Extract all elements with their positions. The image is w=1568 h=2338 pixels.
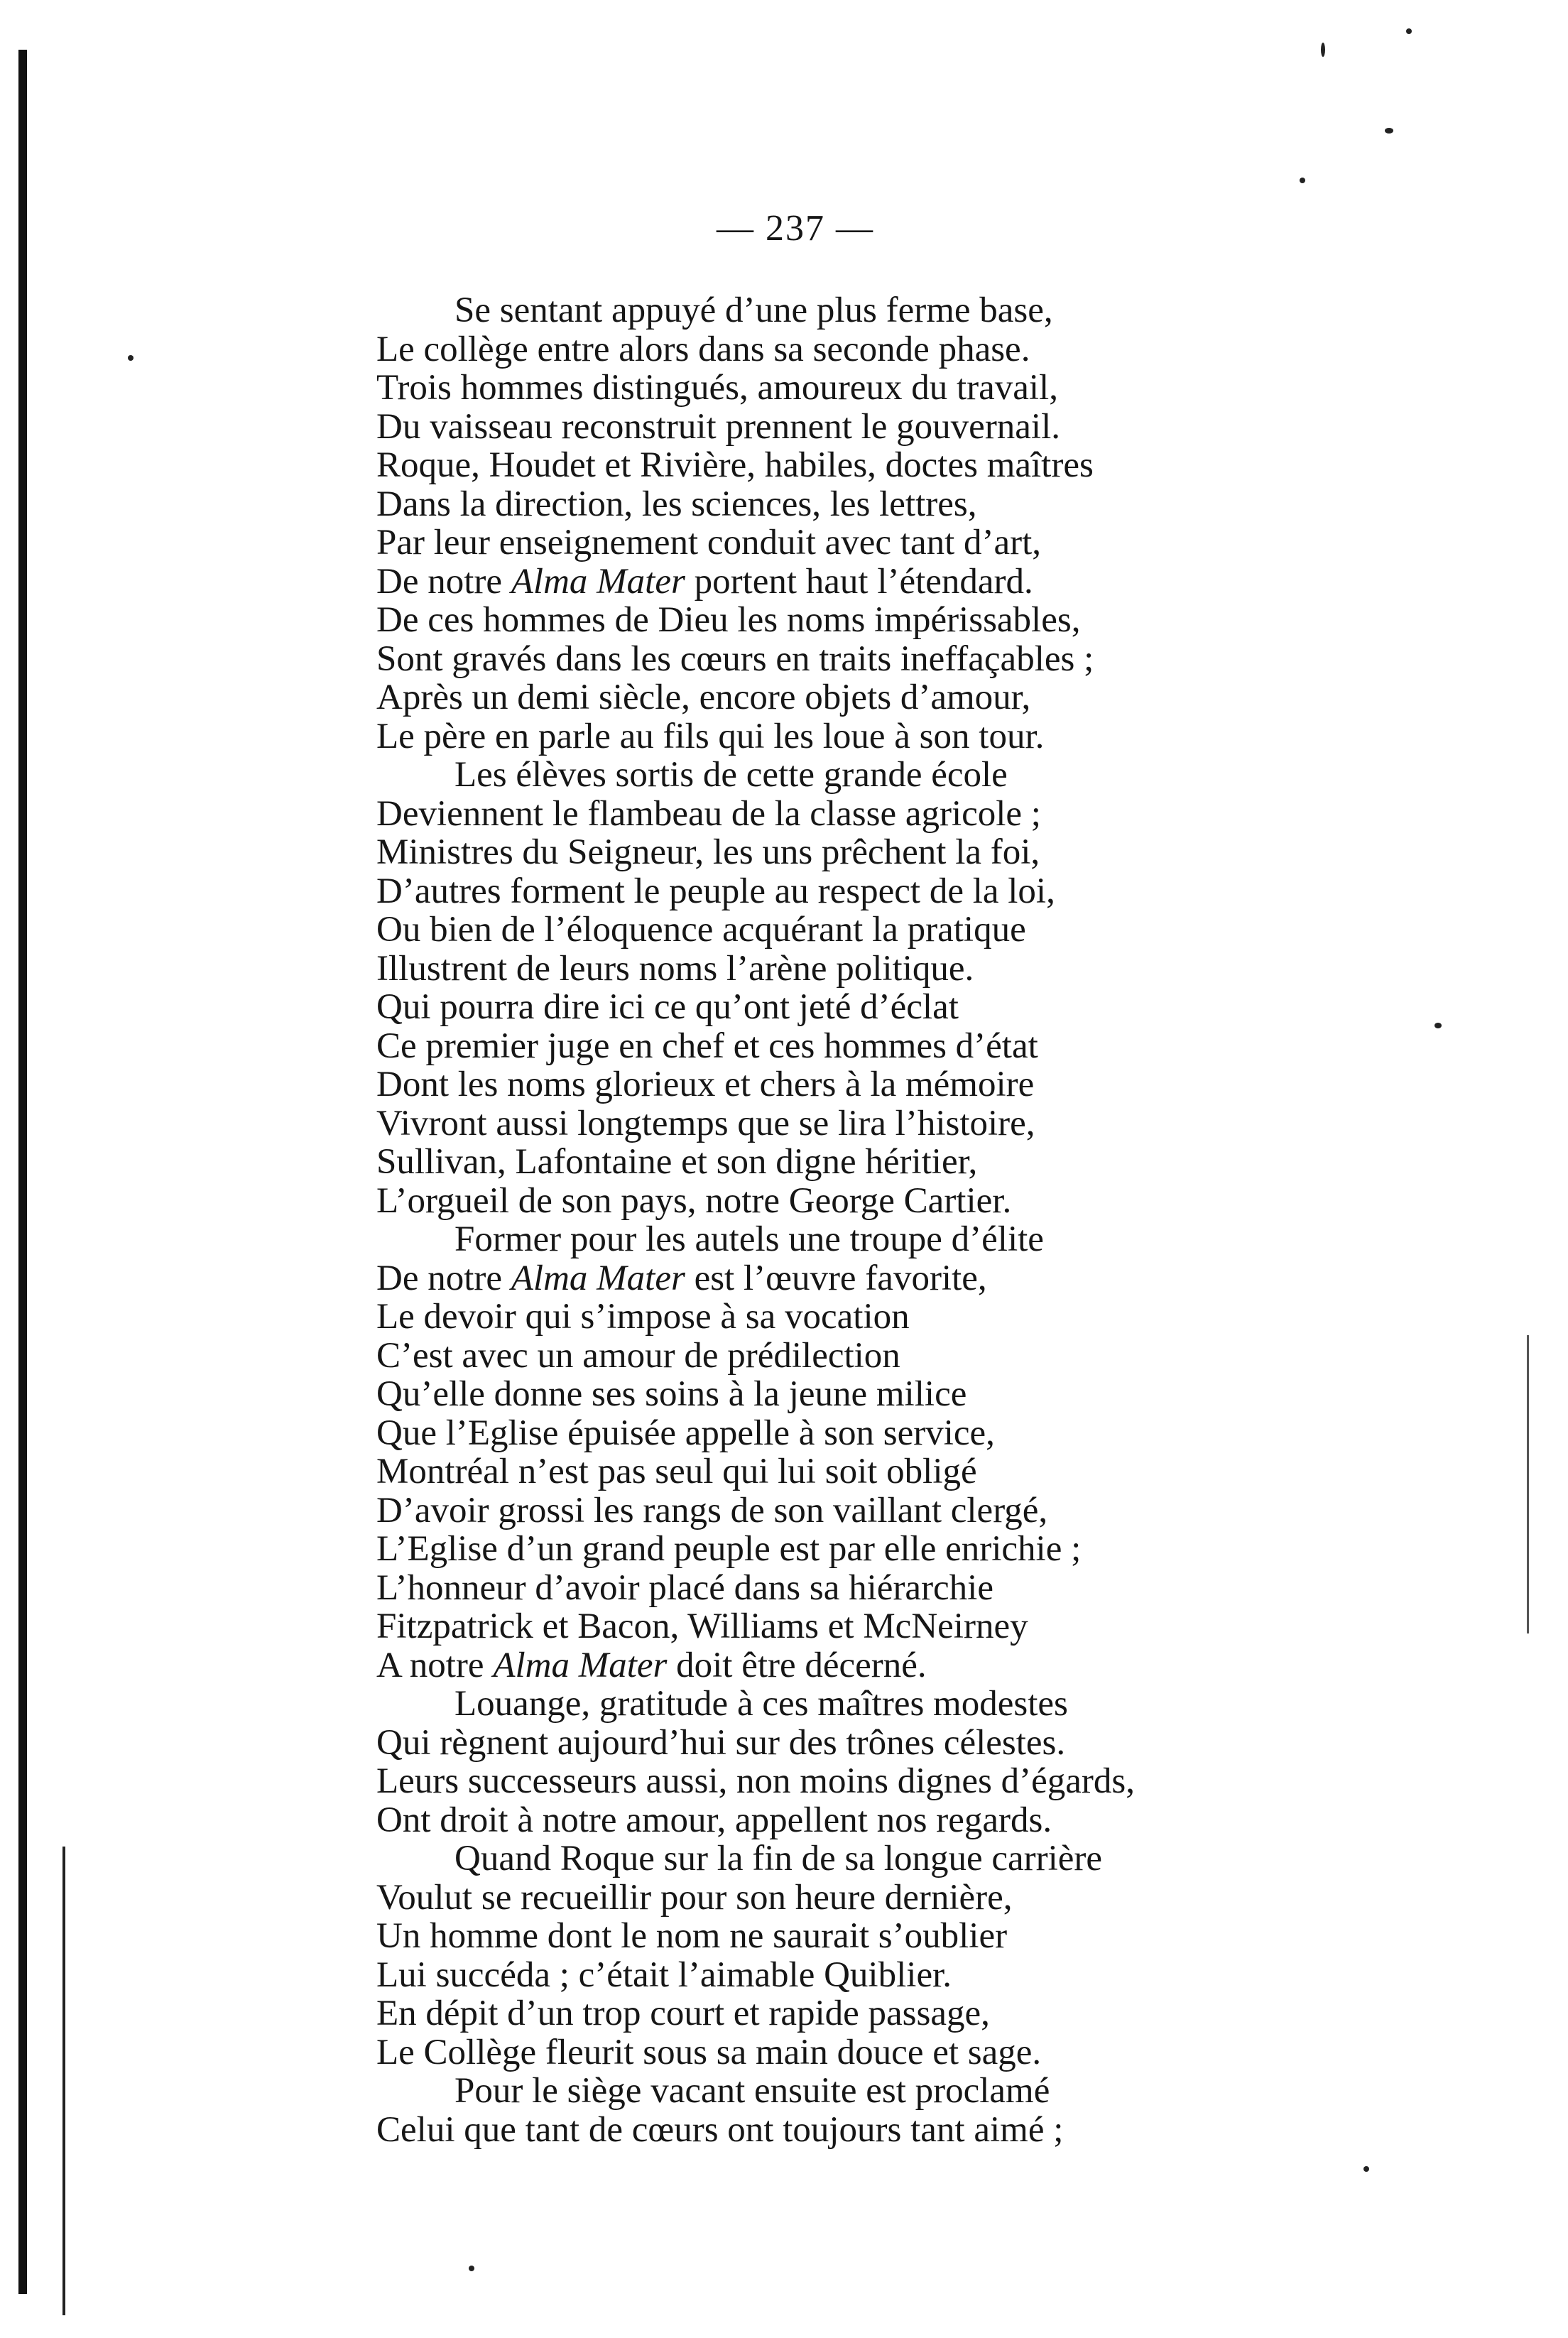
poem-line: L’orgueil de son pays, notre George Cartier. — [376, 1180, 1012, 1221]
poem-line: Pour le siège vacant ensuite est proclamé — [454, 2071, 1050, 2111]
poem-line: C’est avec un amour de prédilection — [376, 1335, 900, 1376]
poem-line: Ce premier juge en chef et ces hommes d’état — [376, 1026, 1038, 1066]
binding-edge — [18, 50, 27, 2294]
poem-line: D’autres forment le peuple au respect de la loi, — [376, 871, 1055, 911]
poem-text — [376, 291, 1513, 2149]
poem-line: De ces hommes de Dieu les noms impérissables, — [376, 600, 1081, 640]
italic-title: Alma Mater — [493, 1645, 668, 1685]
poem-line: Du vaisseau reconstruit prennent le gouvernail. — [376, 406, 1061, 447]
poem-line: Après un demi siècle, encore objets d’amour, — [376, 678, 1031, 717]
poem-line: Sont gravés dans les cœurs en traits ineffaçables ; — [376, 638, 1094, 679]
line-text-before: De notre — [376, 561, 511, 602]
page-number: — 237 — — [717, 208, 874, 249]
poem-line: Montréal n’est pas seul qui lui soit obligé — [376, 1452, 977, 1491]
poem-line: Former pour les autels une troupe d’élite — [454, 1219, 1044, 1259]
italic-title: Alma Mater — [511, 561, 685, 602]
scan-speck — [469, 2266, 474, 2271]
poem-line — [376, 562, 1513, 602]
line-text-after: est l’œuvre favorite, — [685, 1258, 987, 1298]
poem-line: Ou bien de l’éloquence acquérant la pratique — [376, 910, 1026, 950]
poem-line: Fitzpatrick et Bacon, Williams et McNeirney — [376, 1606, 1028, 1646]
poem-line: Ont droit à notre amour, appellent nos regards. — [376, 1800, 1052, 1840]
poem-line: Par leur enseignement conduit avec tant d’art, — [376, 523, 1042, 562]
scan-artifact-line — [1527, 1335, 1529, 1633]
scan-speck — [128, 355, 134, 361]
poem-line: Celui que tant de cœurs ont toujours tant aimé ; — [376, 2109, 1064, 2150]
poem-line: Un homme dont le nom ne saurait s’oublier — [376, 1916, 1008, 1956]
line-text-after: portent haut l’étendard. — [685, 561, 1033, 602]
poem-line: Dans la direction, les sciences, les lettres, — [376, 484, 977, 524]
poem-line: Dont les noms glorieux et chers à la mémoire — [376, 1065, 1035, 1104]
scan-speck — [1406, 28, 1412, 34]
poem-line: Lui succéda ; c’était l’aimable Quiblier. — [376, 1954, 952, 1995]
scan-speck — [1363, 2166, 1369, 2172]
poem-line: Sullivan, Lafontaine et son digne héritier, — [376, 1142, 978, 1182]
poem-line: Le père en parle au fils qui les loue à son tour. — [376, 716, 1045, 756]
poem-line — [376, 1259, 1513, 1298]
poem-line: L’Eglise d’un grand peuple est par elle enrichie ; — [376, 1529, 1082, 1569]
poem-line: Leurs successeurs aussi, non moins dignes d’égards, — [376, 1761, 1135, 1801]
poem-line: Voulut se recueillir pour son heure dernière, — [376, 1877, 1013, 1918]
italic-title: Alma Mater — [511, 1258, 685, 1298]
scan-speck — [1385, 128, 1393, 134]
poem-line: Quand Roque sur la fin de sa longue carrière — [454, 1839, 1102, 1878]
scan-speck — [1300, 178, 1305, 183]
poem-line: Roque, Houdet et Rivière, habiles, doctes maîtres — [376, 445, 1094, 485]
poem-line: Louange, gratitude à ces maîtres modestes — [454, 1684, 1068, 1724]
poem-line: Trois hommes distingués, amoureux du travail, — [376, 368, 1058, 408]
line-text-before: A notre — [376, 1645, 494, 1685]
poem-line: Le devoir qui s’impose à sa vocation — [376, 1297, 910, 1337]
line-text-after: doit être décerné. — [667, 1645, 927, 1685]
poem-line: Ministres du Seigneur, les uns prêchent la foi, — [376, 832, 1040, 872]
poem-line: D’avoir grossi les rangs de son vaillant clergé, — [376, 1490, 1048, 1530]
poem-line: Deviennent le flambeau de la classe agricole ; — [376, 793, 1041, 834]
poem-line: Les élèves sortis de cette grande école — [454, 755, 1008, 795]
page-edge-line — [62, 1847, 65, 2315]
poem-line: En dépit d’un trop court et rapide passage, — [376, 1994, 990, 2033]
line-text-before: De notre — [376, 1258, 511, 1298]
poem-line: Le Collège fleurit sous sa main douce et sage. — [376, 2032, 1042, 2072]
poem-line — [376, 1646, 1513, 1685]
poem-line: Qui pourra dire ici ce qu’ont jeté d’éclat — [376, 987, 959, 1027]
poem-line: Vivront aussi longtemps que se lira l’histoire, — [376, 1103, 1035, 1143]
poem-line: Que l’Eglise épuisée appelle à son service, — [376, 1413, 995, 1453]
poem-line: Qui règnent aujourd’hui sur des trônes célestes. — [376, 1722, 1066, 1763]
poem-line: L’honneur d’avoir placé dans sa hiérarchie — [376, 1567, 993, 1608]
poem-line: Illustrent de leurs noms l’arène politique. — [376, 948, 974, 989]
poem-line: Qu’elle donne ses soins à la jeune milice — [376, 1374, 967, 1414]
scan-speck — [1321, 43, 1325, 57]
poem-line: Le collège entre alors dans sa seconde phase. — [376, 329, 1030, 369]
poem-line: Se sentant appuyé d’une plus ferme base, — [454, 290, 1053, 330]
